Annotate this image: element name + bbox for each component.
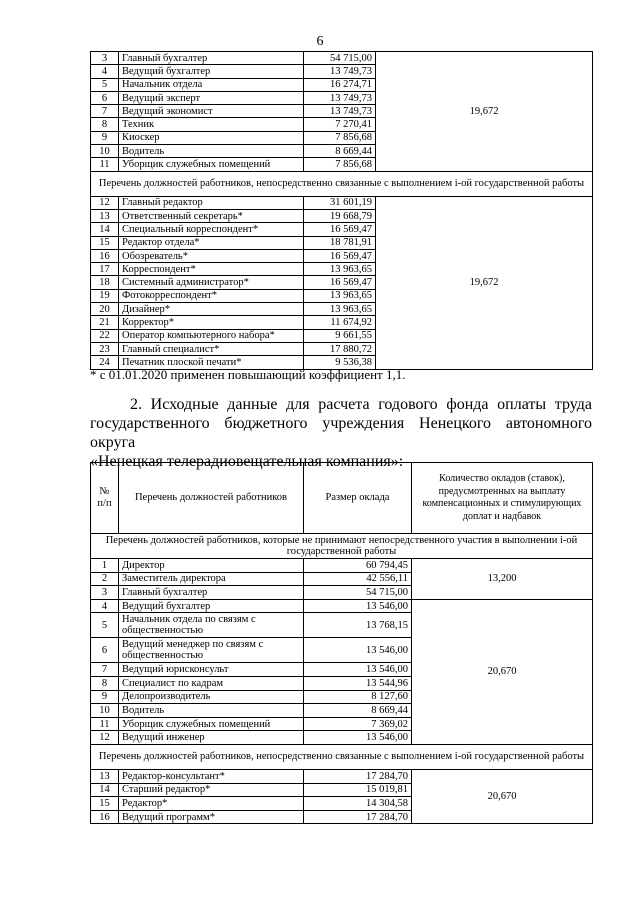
row-position: Корреспондент* (119, 263, 304, 276)
row-salary: 16 274,71 (304, 78, 376, 91)
row-salary: 13 546,00 (304, 663, 412, 677)
table-row (91, 769, 593, 783)
row-position: Заместитель директора (119, 572, 304, 586)
row-salary: 7 270,41 (304, 118, 376, 131)
heading-line-1: 2. Исходные данные для расчета годового фонда оплаты труда (130, 396, 592, 413)
row-position: Оператор компьютерного набора* (119, 329, 304, 342)
row-salary: 18 781,91 (304, 236, 376, 249)
row-position: Дизайнер* (119, 303, 304, 316)
row-salary: 17 880,72 (304, 342, 376, 355)
row-number: 6 (91, 91, 119, 104)
section-row (91, 534, 593, 559)
row-salary: 13 546,00 (304, 599, 412, 613)
row-salary: 17 284,70 (304, 769, 412, 783)
row-salary: 13 749,73 (304, 105, 376, 118)
row-position: Водитель (119, 704, 304, 718)
row-number: 16 (91, 810, 119, 824)
row-salary: 15 019,81 (304, 783, 412, 797)
row-salary: 17 284,70 (304, 810, 412, 824)
row-position: Киоскер (119, 131, 304, 144)
row-number: 15 (91, 236, 119, 249)
row-position: Ведущий бухгалтер (119, 599, 304, 613)
row-number: 7 (91, 105, 119, 118)
row-number: 10 (91, 704, 119, 718)
row-salary: 7 856,68 (304, 131, 376, 144)
row-position: Специалист по кадрам (119, 676, 304, 690)
row-position: Ведущий бухгалтер (119, 65, 304, 78)
row-coefficient: 19,672 (376, 196, 593, 369)
row-salary: 14 304,58 (304, 797, 412, 811)
row-number: 9 (91, 690, 119, 704)
table-header-row (91, 463, 593, 534)
row-position: Системный администратор* (119, 276, 304, 289)
page-number: 6 (316, 34, 324, 49)
row-position: Специальный корреспондент* (119, 223, 304, 236)
row-salary: 13 963,65 (304, 263, 376, 276)
row-salary: 19 668,79 (304, 209, 376, 222)
row-number: 20 (91, 303, 119, 316)
table-row (91, 52, 593, 65)
row-salary: 13 749,73 (304, 91, 376, 104)
header-num: № п/п (91, 463, 119, 534)
row-position: Фотокорреспондент* (119, 289, 304, 302)
row-number: 11 (91, 158, 119, 171)
row-position: Ведущий менеджер по связям с общественностью (119, 638, 304, 663)
row-salary: 16 569,47 (304, 276, 376, 289)
row-salary: 9 536,38 (304, 356, 376, 369)
row-position: Печатник плоской печати* (119, 356, 304, 369)
row-salary: 16 569,47 (304, 223, 376, 236)
header-salary: Размер оклада (304, 463, 412, 534)
row-number: 3 (91, 52, 119, 65)
row-salary: 11 674,92 (304, 316, 376, 329)
row-position: Уборщик служебных помещений (119, 158, 304, 171)
row-position: Ведущий эксперт (119, 91, 304, 104)
row-number: 9 (91, 131, 119, 144)
row-coefficient: 13,200 (412, 559, 593, 600)
row-number: 4 (91, 65, 119, 78)
row-coefficient: 20,670 (412, 599, 593, 744)
row-number: 21 (91, 316, 119, 329)
section-heading (90, 395, 592, 471)
row-number: 22 (91, 329, 119, 342)
row-number: 23 (91, 342, 119, 355)
row-salary: 42 556,11 (304, 572, 412, 586)
row-salary: 9 661,55 (304, 329, 376, 342)
table-row (91, 196, 593, 209)
row-number: 14 (91, 223, 119, 236)
section-title: Перечень должностей работников, непосредственно связанные с выполнением i-ой государственной работы (91, 744, 593, 769)
table-row (91, 559, 593, 573)
heading-line-3: «Ненецкая телерадиовещательная компания»: (90, 453, 404, 470)
row-number: 18 (91, 276, 119, 289)
row-number: 5 (91, 78, 119, 91)
row-position: Делопроизводитель (119, 690, 304, 704)
row-number: 13 (91, 209, 119, 222)
row-position: Уборщик служебных помещений (119, 717, 304, 731)
row-position: Главный редактор (119, 196, 304, 209)
row-position: Техник (119, 118, 304, 131)
row-number: 16 (91, 249, 119, 262)
row-position: Редактор* (119, 797, 304, 811)
row-salary: 54 715,00 (304, 52, 376, 65)
row-position: Корректор* (119, 316, 304, 329)
row-salary: 13 546,00 (304, 638, 412, 663)
row-number: 11 (91, 717, 119, 731)
row-position: Старший редактор* (119, 783, 304, 797)
row-coefficient: 20,670 (412, 769, 593, 823)
row-position: Ведущий юрисконсульт (119, 663, 304, 677)
row-number: 2 (91, 572, 119, 586)
row-number: 5 (91, 613, 119, 638)
row-position: Ведущий программ* (119, 810, 304, 824)
row-position: Главный бухгалтер (119, 586, 304, 600)
row-number: 24 (91, 356, 119, 369)
section-title: Перечень должностей работников, которые не принимают непосредственного участия в выполнении i-ой государственной работы (91, 534, 593, 559)
section-row (91, 744, 593, 769)
row-salary: 31 601,19 (304, 196, 376, 209)
header-coef: Количество окладов (ставок), предусмотренных на выплату компенсационных и стимулирующих доплат и надбавок (412, 463, 593, 534)
row-salary: 8 669,44 (304, 145, 376, 158)
row-number: 19 (91, 289, 119, 302)
row-number: 4 (91, 599, 119, 613)
row-number: 15 (91, 797, 119, 811)
row-position: Редактор-консультант* (119, 769, 304, 783)
row-position: Главный специалист* (119, 342, 304, 355)
row-salary: 8 669,44 (304, 704, 412, 718)
row-salary: 13 963,65 (304, 289, 376, 302)
row-salary: 13 544,96 (304, 676, 412, 690)
row-number: 7 (91, 663, 119, 677)
row-number: 6 (91, 638, 119, 663)
row-position: Главный бухгалтер (119, 52, 304, 65)
row-position: Водитель (119, 145, 304, 158)
row-salary: 13 963,65 (304, 303, 376, 316)
row-position: Обозреватель* (119, 249, 304, 262)
row-number: 3 (91, 586, 119, 600)
row-position: Ведущий инженер (119, 731, 304, 745)
row-salary: 60 794,45 (304, 559, 412, 573)
row-salary: 13 546,00 (304, 731, 412, 745)
header-name: Перечень должностей работников (119, 463, 304, 534)
row-salary: 7 856,68 (304, 158, 376, 171)
section-row (91, 171, 593, 196)
row-number: 17 (91, 263, 119, 276)
row-position: Начальник отдела (119, 78, 304, 91)
section-title: Перечень должностей работников, непосредственно связанные с выполнением i-ой государственной работы (91, 171, 593, 196)
row-number: 10 (91, 145, 119, 158)
footnote: * с 01.01.2020 применен повышающий коэффициент 1,1. (90, 367, 406, 382)
salary-table-continued (90, 51, 593, 370)
row-salary: 7 369,02 (304, 717, 412, 731)
row-number: 13 (91, 769, 119, 783)
row-number: 12 (91, 731, 119, 745)
row-salary: 16 569,47 (304, 249, 376, 262)
row-salary: 54 715,00 (304, 586, 412, 600)
row-number: 8 (91, 118, 119, 131)
table-row (91, 599, 593, 613)
row-number: 12 (91, 196, 119, 209)
row-salary: 13 749,73 (304, 65, 376, 78)
row-number: 14 (91, 783, 119, 797)
row-number: 1 (91, 559, 119, 573)
row-position: Редактор отдела* (119, 236, 304, 249)
row-number: 8 (91, 676, 119, 690)
row-position: Ответственный секретарь* (119, 209, 304, 222)
row-salary: 13 768,15 (304, 613, 412, 638)
row-salary: 8 127,60 (304, 690, 412, 704)
row-position: Директор (119, 559, 304, 573)
salary-table-2 (90, 462, 593, 824)
row-position: Ведущий экономист (119, 105, 304, 118)
heading-line-2: государственного бюджетного учреждения Ненецкого автономного округа (90, 415, 592, 451)
row-coefficient: 19,672 (376, 52, 593, 172)
row-position: Начальник отдела по связям с общественностью (119, 613, 304, 638)
